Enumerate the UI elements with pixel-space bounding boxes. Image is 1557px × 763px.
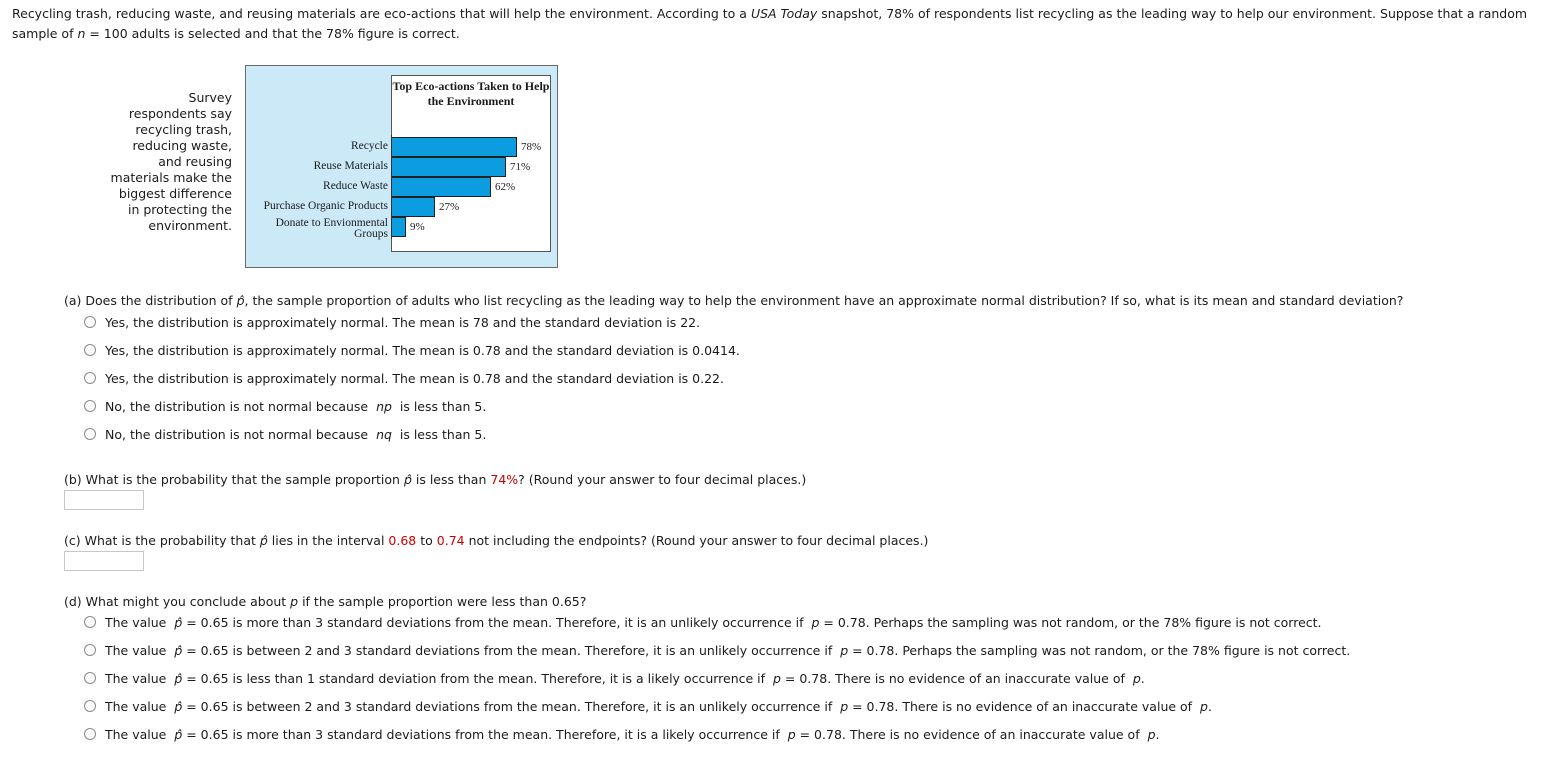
answer-input-c[interactable] xyxy=(64,551,144,571)
option-a-3-text: Yes, the distribution is approximately normal. The mean is 0.78 and the standard deviation is 0.22. xyxy=(105,370,724,386)
option-d-4[interactable] xyxy=(84,697,1212,715)
option-d-1[interactable] xyxy=(84,613,1322,631)
chart-value-label: 9% xyxy=(410,221,425,233)
option-d-5-c: = 0.78. There is no evidence of an inaccurate value of xyxy=(795,726,1144,742)
chart-bar xyxy=(391,137,517,157)
option-a-4-text xyxy=(105,399,486,414)
option-d-2-text xyxy=(105,643,1350,658)
option-a-2-text: Yes, the distribution is approximately normal. The mean is 0.78 and the standard deviation is 0.0414. xyxy=(105,342,740,358)
chart-bar xyxy=(391,197,435,217)
answer-input-b[interactable] xyxy=(64,490,144,510)
option-a-5-pre: No, the distribution is not normal because xyxy=(105,426,373,442)
question-a-post: , the sample proportion of adults who list recycling as the leading way to help the environment have an approximate normal distribution? If so, what is its mean and standard deviation? xyxy=(244,293,1404,308)
chart-category-label xyxy=(276,218,388,240)
option-d-4-b: = 0.65 is between 2 and 3 standard deviations from the mean. Therefore, it is an unlikely occurrence if xyxy=(182,698,837,714)
chart-category-label xyxy=(351,141,388,152)
intro-text-3: = 100 adults is selected and that the 78% figure is correct. xyxy=(85,26,460,41)
chart-value-label: 78% xyxy=(521,141,542,153)
option-a-4-post: is less than 5. xyxy=(395,398,487,414)
option-d-3-b: = 0.65 is less than 1 standard deviation from the mean. Therefore, it is a likely occurrence if xyxy=(182,670,770,686)
option-d-3[interactable] xyxy=(84,669,1145,687)
option-a-5-post: is less than 5. xyxy=(395,426,487,442)
question-a-pre: (a) Does the distribution of xyxy=(64,293,237,308)
intro-text-1: Recycling trash, reducing waste, and reusing materials are eco-actions that will help the environment. According to a xyxy=(12,6,751,21)
question-d xyxy=(64,594,586,610)
option-d-4-c: = 0.78. There is no evidence of an inaccurate value of xyxy=(848,698,1197,714)
intro-source: USA Today xyxy=(750,6,818,21)
p-var: p xyxy=(1132,670,1141,686)
option-d-4-d: . xyxy=(1207,698,1212,714)
chart-category-line: Groups xyxy=(354,228,388,240)
question-d-post: if the sample proportion were less than 0.65? xyxy=(298,594,587,609)
option-d-3-c: = 0.78. There is no evidence of an inaccurate value of xyxy=(780,670,1129,686)
question-c-mid2: to xyxy=(416,533,437,548)
chart-category-line: Donate to Envionmental xyxy=(275,217,388,229)
option-d-5-text xyxy=(105,727,1159,742)
option-d-5-b: = 0.65 is more than 3 standard deviations from the mean. Therefore, it is a likely occurrence if xyxy=(182,726,784,742)
question-c-post: not including the endpoints? (Round your answer to four decimal places.) xyxy=(464,533,929,548)
chart-category-label xyxy=(323,181,388,192)
chart-value-label: 62% xyxy=(495,181,516,193)
option-d-3-d: . xyxy=(1140,670,1145,686)
chart-category-line: Reduce Waste xyxy=(323,180,388,192)
option-a-4-pre: No, the distribution is not normal because xyxy=(105,398,373,414)
question-c-mid1: lies in the interval xyxy=(267,533,389,548)
p-hat-symbol: p̂ xyxy=(403,472,412,487)
option-d-3-a: The value xyxy=(105,670,171,686)
chart-y-axis xyxy=(391,135,392,239)
intro-n-var: n xyxy=(77,26,86,41)
chart-bar xyxy=(391,177,491,197)
question-b xyxy=(64,472,806,488)
option-d-2[interactable] xyxy=(84,641,1350,659)
chart-title: Top Eco-actions Taken to Help the Environment xyxy=(392,79,550,108)
radio-button[interactable] xyxy=(84,728,96,740)
option-d-2-a: The value xyxy=(105,642,171,658)
option-a-4[interactable] xyxy=(84,397,486,415)
p-var: p xyxy=(773,670,781,686)
question-a xyxy=(64,293,1403,309)
chart-category-line: Recycle xyxy=(350,140,388,152)
eco-actions-figure xyxy=(245,65,558,268)
p-var: p xyxy=(1200,698,1208,714)
chart-category-line: Purchase Organic Products xyxy=(263,200,388,212)
option-d-4-a: The value xyxy=(105,698,171,714)
interval-low: 0.68 xyxy=(388,533,417,548)
question-b-mid: is less than xyxy=(411,472,491,487)
question-c-pre: (c) What is the probability that xyxy=(64,533,260,548)
option-d-4-text xyxy=(105,699,1212,714)
radio-button[interactable] xyxy=(84,616,96,628)
p-hat-symbol: p̂ xyxy=(259,533,268,548)
radio-button[interactable] xyxy=(84,344,96,356)
problem-intro xyxy=(12,4,1552,44)
option-a-5-text xyxy=(105,427,486,442)
radio-button[interactable] xyxy=(84,672,96,684)
option-a-5-var: nq xyxy=(376,426,392,442)
option-a-4-var: np xyxy=(376,398,392,414)
intro-text-2: snapshot, 78% of respondents list recycling as the leading way to help our environment. Suppose that a random sample of xyxy=(12,6,1528,41)
chart-value-label: 71% xyxy=(510,161,531,173)
p-hat-symbol: p̂ xyxy=(174,670,183,686)
radio-button[interactable] xyxy=(84,644,96,656)
radio-button[interactable] xyxy=(84,316,96,328)
option-a-1-text: Yes, the distribution is approximately normal. The mean is 78 and the standard deviation is 22. xyxy=(105,314,701,330)
p-var: p xyxy=(840,698,849,714)
p-hat-symbol: p̂ xyxy=(236,293,245,308)
option-a-3[interactable] xyxy=(84,369,724,387)
survey-side-note: Survey respondents say recycling trash, reducing waste, and reusing materials make the biggest difference in protecting the environment. xyxy=(110,90,232,233)
option-a-1[interactable] xyxy=(84,313,700,331)
question-b-value: 74% xyxy=(490,472,519,487)
radio-button[interactable] xyxy=(84,372,96,384)
p-var: p xyxy=(787,726,796,742)
question-c xyxy=(64,533,928,549)
option-d-2-b: = 0.65 is between 2 and 3 standard deviations from the mean. Therefore, it is an unlikely occurrence if xyxy=(182,642,837,658)
chart-category-label xyxy=(314,161,388,172)
option-d-1-b: = 0.65 is more than 3 standard deviations from the mean. Therefore, it is an unlikely occurrence if xyxy=(182,614,808,630)
question-d-pre: (d) What might you conclude about xyxy=(64,594,291,609)
p-var: p xyxy=(811,614,820,630)
chart-bar xyxy=(391,157,506,177)
p-hat-symbol: p̂ xyxy=(174,726,183,742)
option-d-3-text xyxy=(105,671,1145,686)
chart-value-label: 27% xyxy=(439,201,460,213)
p-var: p xyxy=(1147,726,1156,742)
option-d-1-c: = 0.78. Perhaps the sampling was not random, or the 78% figure is not correct. xyxy=(819,614,1322,630)
question-b-pre: (b) What is the probability that the sample proportion xyxy=(64,472,404,487)
radio-button[interactable] xyxy=(84,428,96,440)
option-d-2-c: = 0.78. Perhaps the sampling was not random, or the 78% figure is not correct. xyxy=(848,642,1351,658)
question-b-post: ? (Round your answer to four decimal places.) xyxy=(518,472,807,487)
p-var: p xyxy=(290,594,299,609)
option-d-5[interactable] xyxy=(84,725,1159,743)
chart-category-line: Reuse Materials xyxy=(313,160,388,172)
chart-bar xyxy=(391,217,406,237)
p-hat-symbol: p̂ xyxy=(174,614,183,630)
p-hat-symbol: p̂ xyxy=(174,642,183,658)
p-hat-symbol: p̂ xyxy=(174,698,183,714)
option-d-5-d: . xyxy=(1155,726,1160,742)
option-d-5-a: The value xyxy=(105,726,171,742)
option-d-1-text xyxy=(105,615,1322,630)
chart-category-label xyxy=(264,201,388,212)
interval-high: 0.74 xyxy=(436,533,465,548)
option-a-5[interactable] xyxy=(84,425,486,443)
radio-button[interactable] xyxy=(84,400,96,412)
p-var: p xyxy=(840,642,849,658)
option-d-1-a: The value xyxy=(105,614,171,630)
radio-button[interactable] xyxy=(84,700,96,712)
option-a-2[interactable] xyxy=(84,341,740,359)
